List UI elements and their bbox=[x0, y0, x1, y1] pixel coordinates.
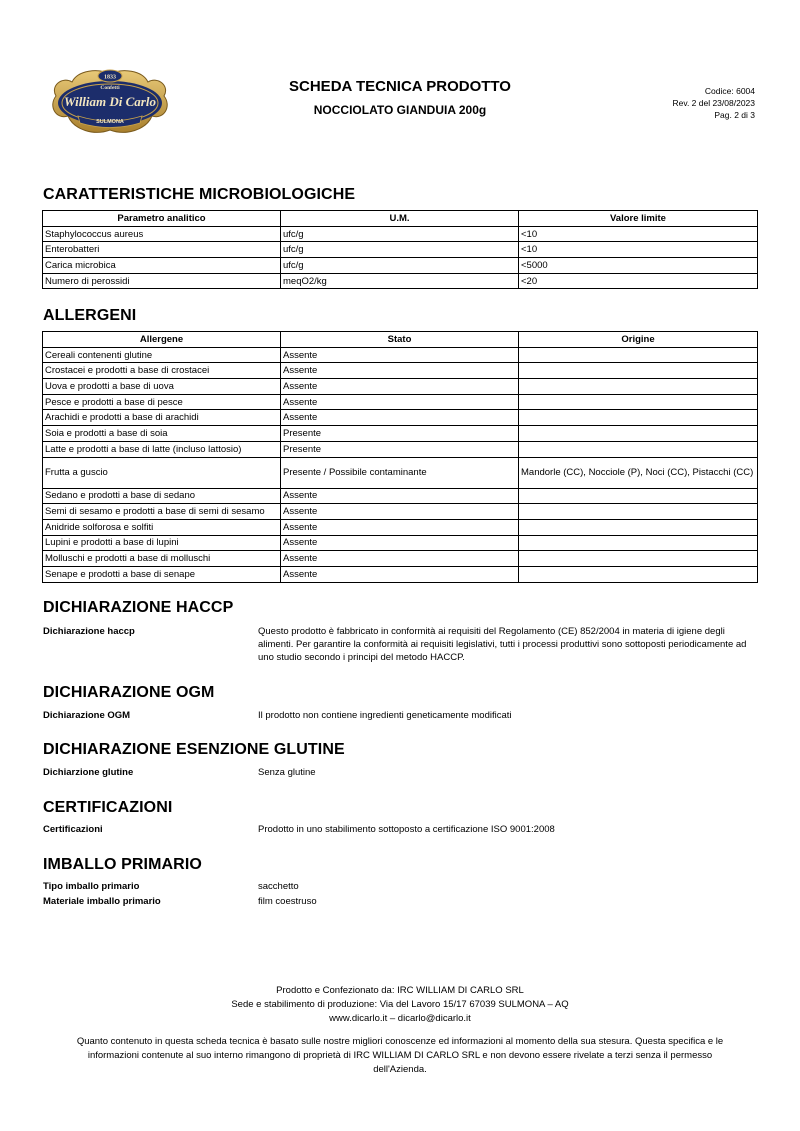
table-cell: <5000 bbox=[519, 258, 758, 274]
table-cell: Assente bbox=[281, 566, 519, 582]
table-cell: Sedano e prodotti a base di sedano bbox=[43, 488, 281, 504]
table-cell bbox=[519, 504, 758, 520]
table-cell: Assente bbox=[281, 488, 519, 504]
table-cell: Staphylococcus aureus bbox=[43, 226, 281, 242]
footer-line-producer: Prodotto e Confezionato da: IRC WILLIAM DI CARLO SRL bbox=[276, 985, 524, 996]
table-cell: Senape e prodotti a base di senape bbox=[43, 566, 281, 582]
table-row bbox=[43, 273, 758, 289]
table-row bbox=[43, 566, 758, 582]
table-cell bbox=[519, 551, 758, 567]
table-cell: Semi di sesamo e prodotti a base di semi di sesamo bbox=[43, 504, 281, 520]
allergens-table bbox=[42, 331, 758, 583]
table-cell: ufc/g bbox=[281, 226, 519, 242]
table-cell: Assente bbox=[281, 363, 519, 379]
haccp-value: Questo prodotto è fabbricato in conformità ai requisiti del Regolamento (CE) 852/2004 in materia di igiene degli alimenti. Per garantire la conformità ai requisiti legislativi, tutti i processi produttivi sono sottoposti periodicamente ad uno studio secondo i principi del metodo HACCP. bbox=[258, 626, 747, 663]
table-cell: Assente bbox=[281, 535, 519, 551]
document-page-number: Pag. 2 di 3 bbox=[714, 110, 755, 120]
table-cell bbox=[519, 394, 758, 410]
table-cell: Assente bbox=[281, 379, 519, 395]
table-cell: Assente bbox=[281, 551, 519, 567]
table-cell: Cereali contenenti glutine bbox=[43, 347, 281, 363]
table-row bbox=[43, 242, 758, 258]
logo-city: SULMONA bbox=[96, 119, 124, 125]
table-cell: Uova e prodotti a base di uova bbox=[43, 379, 281, 395]
table-cell: Crostacei e prodotti a base di crostacei bbox=[43, 363, 281, 379]
table-row bbox=[43, 363, 758, 379]
packaging-type-value: sacchetto bbox=[258, 881, 299, 892]
packaging-material-label: Materiale imballo primario bbox=[43, 896, 161, 907]
document-code: Codice: 6004 bbox=[704, 86, 755, 96]
allergens-header-cell: Allergene bbox=[43, 332, 281, 348]
table-cell: ufc/g bbox=[281, 258, 519, 274]
allergens-header-row bbox=[43, 332, 758, 348]
table-cell: Assente bbox=[281, 347, 519, 363]
table-cell bbox=[519, 488, 758, 504]
table-cell: Pesce e prodotti a base di pesce bbox=[43, 394, 281, 410]
table-cell: Frutta a guscio bbox=[43, 457, 281, 488]
micro-header-cell: U.M. bbox=[281, 211, 519, 227]
table-row bbox=[43, 394, 758, 410]
table-cell: Latte e prodotti a base di latte (incluso lattosio) bbox=[43, 441, 281, 457]
document-meta bbox=[672, 85, 755, 121]
table-cell bbox=[519, 426, 758, 442]
logo-brand-top: Confetti bbox=[100, 85, 120, 91]
footer-company bbox=[0, 984, 800, 1026]
table-cell: <10 bbox=[519, 226, 758, 242]
packaging-material-value: film coestruso bbox=[258, 896, 317, 907]
logo-year: 1833 bbox=[104, 74, 116, 81]
cert-label: Certificazioni bbox=[43, 824, 103, 835]
table-row bbox=[43, 258, 758, 274]
section-title-packaging: IMBALLO PRIMARIO bbox=[43, 856, 202, 873]
table-cell: Arachidi e prodotti a base di arachidi bbox=[43, 410, 281, 426]
micro-header-row bbox=[43, 211, 758, 227]
table-row bbox=[43, 410, 758, 426]
section-title-cert: CERTIFICAZIONI bbox=[43, 799, 173, 816]
table-cell bbox=[519, 535, 758, 551]
ogm-value: Il prodotto non contiene ingredienti geneticamente modificati bbox=[258, 710, 512, 721]
table-cell: Soia e prodotti a base di soia bbox=[43, 426, 281, 442]
table-cell bbox=[519, 347, 758, 363]
table-cell bbox=[519, 441, 758, 457]
ogm-label: Dichiarazione OGM bbox=[43, 710, 131, 721]
table-cell: Assente bbox=[281, 410, 519, 426]
product-name: NOCCIOLATO GIANDUIA 200g bbox=[313, 103, 487, 117]
table-row bbox=[43, 551, 758, 567]
table-cell: ufc/g bbox=[281, 242, 519, 258]
table-cell: Assente bbox=[281, 504, 519, 520]
haccp-label: Dichiarazione haccp bbox=[43, 626, 135, 637]
allergens-header-cell: Origine bbox=[519, 332, 758, 348]
micro-header-cell: Parametro analitico bbox=[43, 211, 281, 227]
table-cell bbox=[519, 519, 758, 535]
table-row bbox=[43, 426, 758, 442]
table-cell bbox=[519, 566, 758, 582]
table-cell: Presente bbox=[281, 426, 519, 442]
section-title-gluten: DICHIARAZIONE ESENZIONE GLUTINE bbox=[43, 741, 345, 758]
table-cell bbox=[519, 410, 758, 426]
footer-disclaimer: Quanto contenuto in questa scheda tecnica è basato sulle nostre migliori conoscenze ed informazioni al momento della sua stesura. Questa specifica e le informazioni contenute al suo interno rimangono di proprietà di IRC WILLIAM DI CARLO SRL e non devono essere rivelate a terzi senza il permesso dell'Azienda. bbox=[76, 1036, 724, 1075]
section-title-ogm: DICHIARAZIONE OGM bbox=[43, 684, 215, 701]
gluten-value: Senza glutine bbox=[258, 767, 316, 778]
table-cell: Numero di perossidi bbox=[43, 273, 281, 289]
table-row bbox=[43, 226, 758, 242]
table-cell: Assente bbox=[281, 519, 519, 535]
logo-brand: William Di Carlo bbox=[64, 94, 156, 109]
table-cell: Mandorle (CC), Nocciole (P), Noci (CC), Pistacchi (CC) bbox=[519, 457, 758, 488]
table-cell: Carica microbica bbox=[43, 258, 281, 274]
table-cell: Presente / Possibile contaminante bbox=[281, 457, 519, 488]
section-title-haccp: DICHIARAZIONE HACCP bbox=[43, 599, 234, 616]
table-cell bbox=[519, 363, 758, 379]
table-cell: Anidride solforosa e solfiti bbox=[43, 519, 281, 535]
table-cell: meqO2/kg bbox=[281, 273, 519, 289]
table-cell bbox=[519, 379, 758, 395]
table-cell: Enterobatteri bbox=[43, 242, 281, 258]
table-cell: Presente bbox=[281, 441, 519, 457]
micro-header-cell: Valore limite bbox=[519, 211, 758, 227]
table-row bbox=[43, 519, 758, 535]
gluten-label: Dichiarzione glutine bbox=[43, 767, 134, 778]
table-row bbox=[43, 488, 758, 504]
table-cell: Lupini e prodotti a base di lupini bbox=[43, 535, 281, 551]
table-row bbox=[43, 504, 758, 520]
table-cell: Molluschi e prodotti a base di molluschi bbox=[43, 551, 281, 567]
cert-value: Prodotto in uno stabilimento sottoposto a certificazione ISO 9001:2008 bbox=[258, 824, 555, 835]
table-row bbox=[43, 379, 758, 395]
table-row bbox=[43, 535, 758, 551]
footer-line-address: Sede e stabilimento di produzione: Via del Lavoro 15/17 67039 SULMONA – AQ bbox=[231, 999, 569, 1010]
document-revision: Rev. 2 del 23/08/2023 bbox=[672, 98, 755, 108]
section-title-allergens: ALLERGENI bbox=[43, 307, 137, 324]
table-cell: <10 bbox=[519, 242, 758, 258]
table-cell: Assente bbox=[281, 394, 519, 410]
document-title: SCHEDA TECNICA PRODOTTO bbox=[289, 78, 511, 95]
table-row bbox=[43, 457, 758, 488]
section-title-micro: CARATTERISTICHE MICROBIOLOGICHE bbox=[43, 186, 356, 203]
footer-line-contacts: www.dicarlo.it – dicarlo@dicarlo.it bbox=[329, 1013, 471, 1024]
micro-table bbox=[42, 210, 758, 289]
allergens-header-cell: Stato bbox=[281, 332, 519, 348]
table-row bbox=[43, 441, 758, 457]
table-row bbox=[43, 347, 758, 363]
packaging-type-label: Tipo imballo primario bbox=[43, 881, 140, 892]
table-cell: <20 bbox=[519, 273, 758, 289]
